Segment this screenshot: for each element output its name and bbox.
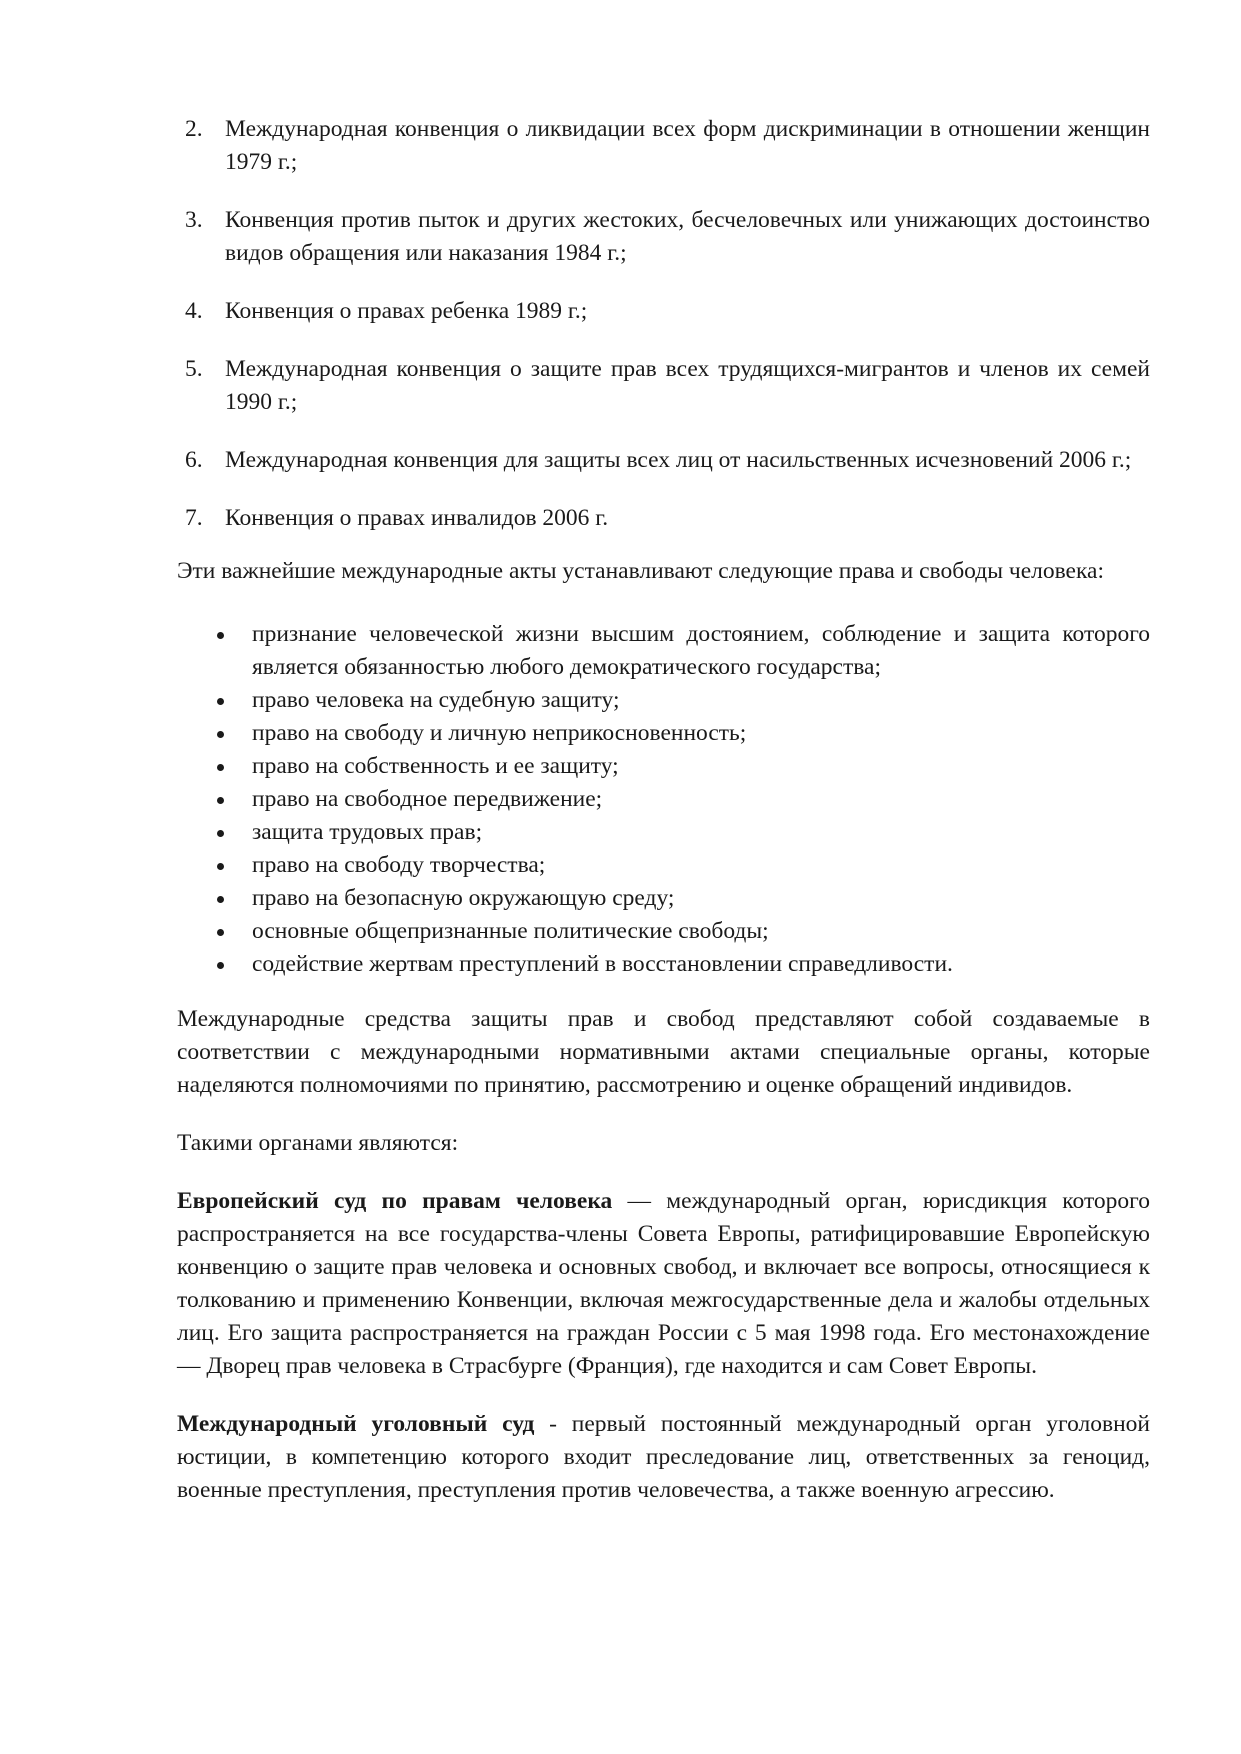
bullet-item-text: защита трудовых прав;: [252, 819, 483, 845]
bullet-item: [177, 948, 1150, 981]
bullet-item: [177, 717, 1150, 750]
bullet-dot-icon: [217, 698, 224, 705]
intro-paragraph: Эти важнейшие международные акты устанавливают следующие права и свободы человека:: [177, 558, 1105, 584]
echr-text: — международный орган, юрисдикция которого распространяется на все государства-члены Совета Европы, ратифицировавшие Европейскую конвенцию о защите прав человека и основных свобод, и включает все вопросы, относящиеся к толкованию и применению Конвенции, включая межгосударственные дела и жалобы отдельных лиц. Его защита распространяется на граждан России с 5 мая 1998 года. Его местонахождение — Дворец прав человека в Страсбурге (Франция), где находится и сам Совет Европы.: [177, 1188, 1150, 1379]
bullet-item-text: право человека на судебную защиту;: [252, 687, 620, 713]
bullet-dot-icon: [217, 797, 224, 804]
bullet-dot-icon: [217, 830, 224, 837]
list-item: [177, 353, 1150, 419]
bullet-item-text: право на свободу творчества;: [252, 852, 546, 878]
bullet-dot-icon: [217, 896, 224, 903]
bullet-item-text: право на свободное передвижение;: [252, 786, 603, 812]
list-item-text: Конвенция о правах инвалидов 2006 г.: [225, 505, 609, 531]
bullet-item-text: право на безопасную окружающую среду;: [252, 885, 675, 911]
bullet-item: [177, 684, 1150, 717]
list-item-text: Конвенция о правах ребенка 1989 г.;: [225, 298, 588, 324]
bullet-dot-icon: [217, 731, 224, 738]
document-page: [177, 113, 1150, 1507]
bullet-item-text: основные общепризнанные политические свободы;: [252, 918, 769, 944]
bullet-item-text: признание человеческой жизни высшим достоянием, соблюдение и защита которого является обязанностью любого демократического государства;: [252, 621, 1150, 680]
bullet-item: [177, 618, 1150, 684]
list-item-text: Международная конвенция о защите прав всех трудящихся-мигрантов и членов их семей 1990 г.;: [225, 356, 1150, 415]
list-item: [177, 204, 1150, 270]
bullet-item: [177, 849, 1150, 882]
bullet-dot-icon: [217, 929, 224, 936]
list-number: 3.: [185, 207, 203, 233]
list-number: 6.: [185, 447, 203, 473]
list-item: [177, 444, 1150, 477]
icc-paragraph: [177, 1408, 1150, 1507]
list-number: 4.: [185, 298, 203, 324]
bullet-item: [177, 882, 1150, 915]
bullet-dot-icon: [217, 863, 224, 870]
bullet-dot-icon: [217, 764, 224, 771]
list-item-text: Международная конвенция для защиты всех лиц от насильственных исчезновений 2006 г.;: [225, 447, 1132, 473]
list-item: [177, 502, 1150, 535]
list-number: 2.: [185, 116, 203, 142]
such-bodies-paragraph: Такими органами являются:: [177, 1130, 459, 1156]
icc-text: - первый постоянный международный орган уголовной юстиции, в компетенцию которого входит преследование лиц, ответственных за геноцид, военные преступления, преступления против человечества, а также военную агрессию.: [177, 1411, 1150, 1503]
list-item: [177, 295, 1150, 328]
bullet-item-text: право на свободу и личную неприкосновенность;: [252, 720, 747, 746]
bullet-item: [177, 816, 1150, 849]
icc-term: Международный уголовный суд: [177, 1411, 535, 1437]
bullet-item: [177, 783, 1150, 816]
bullet-item-text: содействие жертвам преступлений в восстановлении справедливости.: [252, 951, 953, 977]
bullet-dot-icon: [217, 632, 224, 639]
list-item-text: Конвенция против пыток и других жестоких, бесчеловечных или унижающих достоинство видов обращения или наказания 1984 г.;: [225, 207, 1150, 266]
echr-term: Европейский суд по правам человека: [177, 1188, 613, 1214]
echr-paragraph: [177, 1185, 1150, 1383]
numbered-list: [177, 113, 1150, 535]
list-number: 7.: [185, 505, 203, 531]
list-item: [177, 113, 1150, 179]
bullet-item-text: право на собственность и ее защиту;: [252, 753, 619, 779]
list-number: 5.: [185, 356, 203, 382]
bullet-dot-icon: [217, 962, 224, 969]
bullet-item: [177, 750, 1150, 783]
bullet-item: [177, 915, 1150, 948]
means-paragraph: Международные средства защиты прав и свобод представляют собой создаваемые в соответствии с международными нормативными актами специальные органы, которые наделяются полномочиями по принятию, рассмотрению и оценке обращений индивидов.: [177, 1006, 1150, 1098]
list-item-text: Международная конвенция о ликвидации всех форм дискриминации в отношении женщин 1979 г.;: [225, 116, 1150, 175]
rights-bullet-list: [177, 618, 1150, 981]
